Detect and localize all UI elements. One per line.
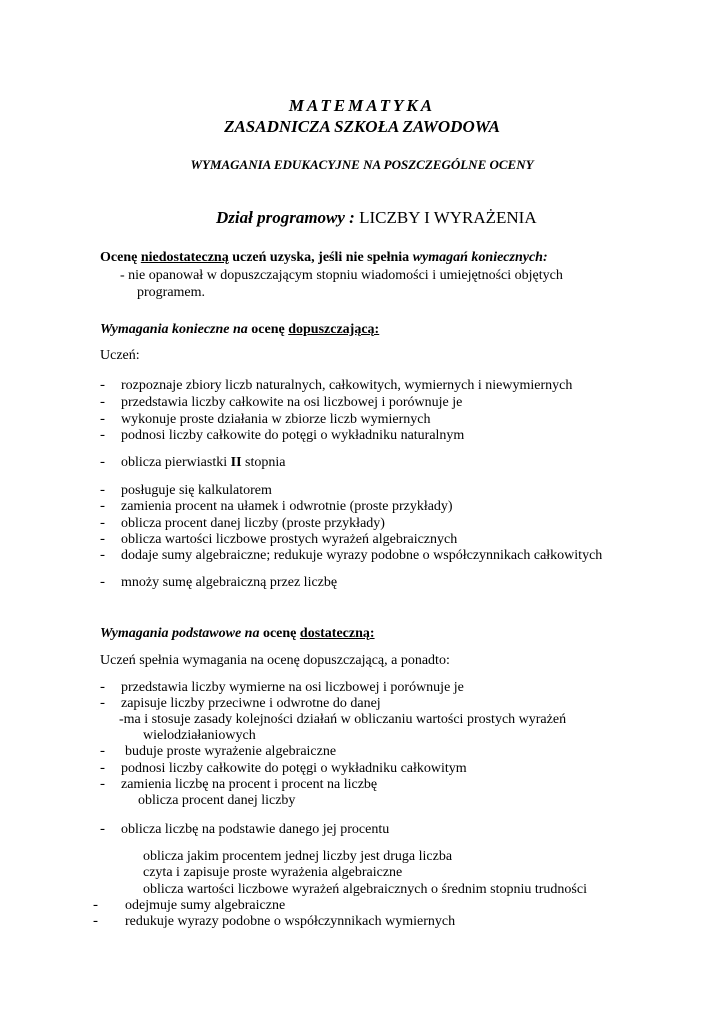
list-item: rozpoznaje zbiory liczb naturalnych, całkowitych, wymiernych i niewymiernych <box>121 378 573 393</box>
bullet-dash: - <box>100 743 105 759</box>
bullet-dash: - <box>100 411 105 427</box>
bullet-dash: - <box>100 695 105 711</box>
bullet-dash: - <box>100 427 105 443</box>
bullet-dash: - <box>100 454 105 470</box>
section-heading <box>216 208 537 228</box>
standard-intro: Uczeń spełnia wymagania na ocenę dopuszczającą, a ponadto: <box>100 653 450 668</box>
list-item-continuation: oblicza procent danej liczby <box>138 793 296 808</box>
list-item: oblicza wartości liczbowe prostych wyrażeń algebraicznych <box>121 532 458 547</box>
fail-text-3: wymagań koniecznych: <box>412 250 548 265</box>
list-item: oblicza liczbę na podstawie danego jej procentu <box>121 822 390 837</box>
list-item: wykonuje proste działania w zbiorze liczb wymiernych <box>121 412 431 427</box>
bullet-dash: - <box>93 913 98 929</box>
basic-heading-2: ocenę <box>247 322 289 337</box>
list-item: oblicza procent danej liczby (proste przykłady) <box>121 516 385 531</box>
basic-grade-name: dopuszczającą: <box>288 322 380 337</box>
list-item: przedstawia liczby wymierne na osi liczbowej i porównuje je <box>121 680 464 695</box>
list-item: dodaje sumy algebraiczne; redukuje wyrazy podobne o współczynnikach całkowitych <box>121 548 603 563</box>
fail-desc-line-2: programem. <box>137 285 206 300</box>
standard-heading-1: Wymagania podstawowe na <box>100 626 260 641</box>
standard-grade-name: dostateczną: <box>299 626 375 641</box>
list-item: redukuje wyrazy podobne o współczynnikach wymiernych <box>125 914 456 929</box>
list-item: odejmuje sumy algebraiczne <box>125 898 286 913</box>
list-item: buduje proste wyrażenie algebraiczne <box>125 744 337 759</box>
fail-desc-line-1: - nie opanował w dopuszczającym stopniu wiadomości i umiejętności objętych <box>120 268 563 283</box>
bullet-dash: - <box>100 531 105 547</box>
list-item: -ma i stosuje zasady kolejności działań w obliczaniu wartości prostych wyrażeń <box>119 712 567 727</box>
list-item: oblicza jakim procentem jednej liczby jest druga liczba <box>143 849 453 864</box>
list-item: zamienia procent na ułamek i odwrotnie (proste przykłady) <box>121 499 453 514</box>
list-item <box>121 455 286 471</box>
standard-heading <box>100 626 375 642</box>
fail-text-2: uczeń uzyska, jeśli nie spełnia <box>228 250 413 265</box>
bullet-dash: - <box>100 760 105 776</box>
bullet-dash: - <box>100 679 105 695</box>
bullet-dash: - <box>100 394 105 410</box>
bullet-dash: - <box>100 821 105 837</box>
bullet-dash: - <box>100 776 105 792</box>
list-item: zapisuje liczby przeciwne i odwrotne do danej <box>121 696 381 711</box>
roots-text-2: stopnia <box>241 455 286 470</box>
list-item: mnoży sumę algebraiczną przez liczbę <box>121 575 338 590</box>
fail-text-1: Ocenę <box>100 250 141 265</box>
list-item: podnosi liczby całkowite do potęgi o wykładniku naturalnym <box>121 428 465 443</box>
bullet-dash: - <box>100 498 105 514</box>
bullet-dash: - <box>100 574 105 590</box>
list-item: przedstawia liczby całkowite na osi liczbowej i porównuje je <box>121 395 463 410</box>
list-item: posługuje się kalkulatorem <box>121 483 272 498</box>
fail-grade-name: niedostateczną <box>140 250 229 265</box>
roots-text-1: oblicza pierwiastki <box>121 455 231 470</box>
section-label: Dział programowy : <box>216 208 355 227</box>
basic-heading-1: Wymagania konieczne na <box>100 322 248 337</box>
bullet-dash: - <box>100 547 105 563</box>
bullet-dash: - <box>93 897 98 913</box>
doc-title: MATEMATYKA <box>288 96 436 115</box>
roots-degree: II <box>230 455 242 470</box>
list-item: zamienia liczbę na procent i procent na liczbę <box>121 777 378 792</box>
list-item: oblicza wartości liczbowe wyrażeń algebraicznych o średnim stopniu trudności <box>143 882 587 897</box>
doc-subheading: WYMAGANIA EDUKACYJNE NA POSZCZEGÓLNE OCENY <box>190 157 534 172</box>
list-item: czyta i zapisuje proste wyrażenia algebraiczne <box>143 865 403 880</box>
list-item-continuation: wielodziałaniowych <box>143 728 256 743</box>
basic-intro: Uczeń: <box>100 348 140 363</box>
doc-subtitle: ZASADNICZA SZKOŁA ZAWODOWA <box>224 117 500 136</box>
bullet-dash: - <box>100 377 105 393</box>
list-item: podnosi liczby całkowite do potęgi o wykładniku całkowitym <box>121 761 467 776</box>
bullet-dash: - <box>100 515 105 531</box>
bullet-dash: - <box>100 482 105 498</box>
fail-grade-line <box>100 250 548 266</box>
section-name: LICZBY I WYRAŻENIA <box>359 208 537 227</box>
basic-heading <box>100 322 379 338</box>
standard-heading-2: ocenę <box>259 626 300 641</box>
